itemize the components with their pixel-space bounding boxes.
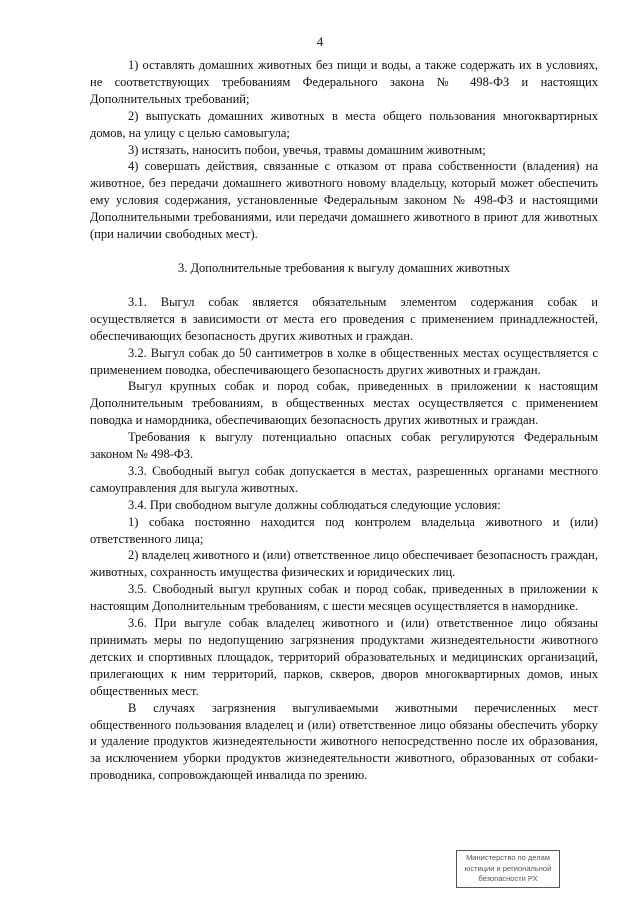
- stamp-line-1: Министерство по делам: [466, 853, 550, 862]
- prohibition-item-3: 3) истязать, наносить побои, увечья, травмы домашним животным;: [128, 142, 486, 157]
- ministry-stamp: [456, 850, 560, 888]
- prohibition-item-4: 4) совершать действия, связанные с отказом от права собственности (владения) на животное, без передачи домашнего животного новому владельцу, который может обеспечить ему условия содержания, установленные Федеральным законом № 498-ФЗ и настоящими Дополнительными требованиями, или передачи домашнего животного в приют для животных (при наличии свободных мест).: [90, 159, 598, 242]
- section-heading: 3. Дополнительные требования к выгулу домашних животных: [177, 260, 511, 275]
- clause-3-5: 3.5. Свободный выгул крупных собак и пород собак, приведенных в приложении к настоящим Дополнительным требованиям, с шести месяцев осуществляется в наморднике.: [90, 582, 598, 614]
- clause-3-6-cleanup: В случаях загрязнения выгуливаемыми животными перечисленных мест общественного пользования владелец и (или) ответственное лицо обязаны обеспечить уборку и удаление продуктов жизнедеятельности животного непосредственно после их образования, за исключением уборки продуктов жизнедеятельности животного, образованных от собаки-проводника, сопровождающей инвалида по зрению.: [90, 700, 598, 783]
- stamp-line-3: безопасности РХ: [478, 874, 538, 883]
- stamp-line-2: юстиции и региональной: [464, 863, 552, 873]
- clause-3-2: 3.2. Выгул собак до 50 сантиметров в холке в общественных местах осуществляется с применением поводка, обеспечивающего безопасность других животных и граждан.: [90, 345, 598, 377]
- clause-3-1: 3.1. Выгул собак является обязательным элементом содержания собак и осуществляется в зависимости от места его проведения с применением принадлежностей, обеспечивающих безопасность других животных и граждан.: [90, 294, 598, 343]
- clause-3-6: 3.6. При выгуле собак владелец животного и (или) ответственное лицо обязаны принимать меры по недопущению загрязнения продуктами жизнедеятельности животного детских и спортивных площадок, территорий образовательных и медицинских организаций, прилегающих к ним территорий, парков, скверов, дворов многоквартирных домов, иных общественных мест.: [90, 616, 598, 698]
- clause-3-2-large-dogs: Выгул крупных собак и пород собак, приведенных в приложении к настоящим Дополнительным требованиям, в общественных местах осуществляется с применением поводка и намордника, обеспечивающих безопасность других животных и граждан.: [90, 379, 598, 428]
- prohibition-item-1: 1) оставлять домашних животных без пищи и воды, а также содержать их в условиях, не соответствующих требованиям Федерального закона № 498-ФЗ и настоящих Дополнительных требований;: [90, 58, 598, 106]
- clause-3-4-condition-2: 2) владелец животного и (или) ответственное лицо обеспечивает безопасность граждан, животных, сохранность имущества физических и юридических лиц.: [90, 548, 598, 580]
- page-number: 4: [316, 34, 324, 49]
- clause-3-3: 3.3. Свободный выгул собак допускается в местах, разрешенных органами местного самоуправления для выгула животных.: [90, 463, 598, 495]
- clause-3-2-dangerous-dogs: Требования к выгулу потенциально опасных собак регулируются Федеральным законом № 498-ФЗ.: [90, 430, 598, 462]
- clause-3-4-condition-1: 1) собака постоянно находится под контролем владельца животного и (или) ответственного лица;: [90, 514, 598, 546]
- document-body: [90, 57, 598, 784]
- prohibition-item-2: 2) выпускать домашних животных в места общего пользования многоквартирных домов, на улицу с целью самовыгула;: [90, 108, 598, 140]
- clause-3-4: 3.4. При свободном выгуле должны соблюдаться следующие условия:: [128, 497, 501, 512]
